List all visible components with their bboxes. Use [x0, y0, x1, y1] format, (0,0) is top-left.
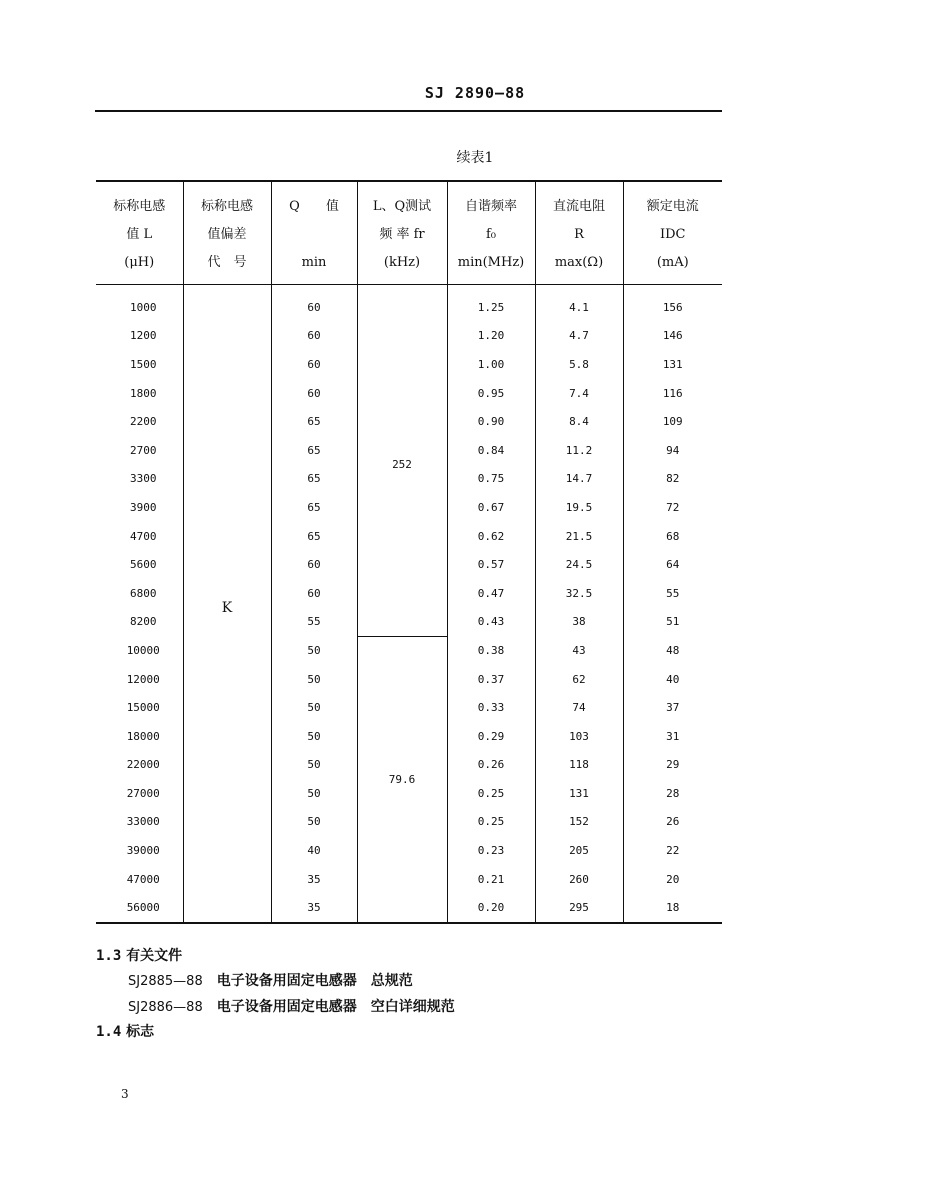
section-1-4-heading: 1.4 标志 [96, 1024, 155, 1040]
cell-dc-resistance: 152 [535, 808, 623, 837]
cell-inductance: 2200 [130, 415, 157, 429]
cell-rated-current: 48 [623, 636, 722, 665]
cell-rated-current: 31 [623, 722, 722, 751]
cell-dc-resistance: 14.7 [535, 465, 623, 494]
cell-rated-current: 94 [623, 436, 722, 465]
cell-rated-current: 55 [623, 579, 722, 608]
cell-dc-resistance: 131 [535, 779, 623, 808]
cell-dc-resistance: 295 [535, 893, 623, 923]
page-number: 3 [121, 1087, 129, 1101]
cell-self-resonant-freq: 0.90 [447, 407, 535, 436]
reference-1: SJ2885—88 电子设备用固定电感器 总规范 [128, 973, 413, 989]
cell-test-freq-79-6: 79.6 [357, 636, 447, 923]
cell-inductance: 18000 [126, 729, 160, 743]
cell-inductance: 6800 [130, 586, 157, 600]
cell-rated-current: 72 [623, 493, 722, 522]
cell-rated-current: 40 [623, 665, 722, 694]
col-header-dc-resistance: 直流电阻 R max(Ω) [535, 181, 623, 285]
cell-dc-resistance: 4.7 [535, 322, 623, 351]
cell-q-min: 60 [271, 550, 357, 579]
cell-q-min: 60 [271, 285, 357, 322]
col-header-inductance: 标称电感 值 L (μH) [96, 181, 183, 285]
cell-dc-resistance: 21.5 [535, 522, 623, 551]
cell-self-resonant-freq: 0.67 [447, 493, 535, 522]
cell-self-resonant-freq: 0.37 [447, 665, 535, 694]
cell-dc-resistance: 118 [535, 751, 623, 780]
cell-rated-current: 28 [623, 779, 722, 808]
cell-q-min: 55 [271, 608, 357, 637]
cell-q-min: 65 [271, 493, 357, 522]
cell-tolerance-code: K [183, 285, 271, 924]
cell-inductance: 2700 [130, 443, 157, 457]
cell-self-resonant-freq: 0.29 [447, 722, 535, 751]
cell-inductance: 39000 [126, 844, 160, 858]
cell-q-min: 50 [271, 751, 357, 780]
cell-dc-resistance: 38 [535, 608, 623, 637]
cell-self-resonant-freq: 1.00 [447, 350, 535, 379]
cell-inductance: 1500 [130, 357, 157, 371]
cell-self-resonant-freq: 0.84 [447, 436, 535, 465]
cell-rated-current: 109 [623, 407, 722, 436]
cell-rated-current: 18 [623, 893, 722, 923]
cell-rated-current: 29 [623, 751, 722, 780]
cell-dc-resistance: 7.4 [535, 379, 623, 408]
cell-inductance: 27000 [126, 786, 160, 800]
cell-q-min: 60 [271, 579, 357, 608]
cell-inductance: 8200 [130, 615, 157, 629]
cell-inductance: 5600 [130, 558, 157, 572]
cell-rated-current: 64 [623, 550, 722, 579]
cell-rated-current: 116 [623, 379, 722, 408]
cell-self-resonant-freq: 0.23 [447, 836, 535, 865]
inductor-spec-table [96, 180, 722, 924]
cell-dc-resistance: 43 [535, 636, 623, 665]
cell-q-min: 50 [271, 665, 357, 694]
cell-inductance: 15000 [126, 701, 160, 715]
cell-dc-resistance: 19.5 [535, 493, 623, 522]
cell-dc-resistance: 24.5 [535, 550, 623, 579]
cell-inductance: 10000 [126, 643, 160, 657]
reference-2: SJ2886—88 电子设备用固定电感器 空白详细规范 [128, 999, 455, 1015]
cell-rated-current: 156 [623, 285, 722, 322]
cell-inductance: 12000 [126, 672, 160, 686]
cell-dc-resistance: 5.8 [535, 350, 623, 379]
cell-dc-resistance: 103 [535, 722, 623, 751]
cell-q-min: 50 [271, 722, 357, 751]
cell-q-min: 35 [271, 865, 357, 894]
col-header-test-freq: L、Q测试 频 率 fr (kHz) [357, 181, 447, 285]
cell-rated-current: 20 [623, 865, 722, 894]
cell-inductance: 22000 [126, 758, 160, 772]
cell-dc-resistance: 8.4 [535, 407, 623, 436]
cell-dc-resistance: 74 [535, 693, 623, 722]
cell-dc-resistance: 11.2 [535, 436, 623, 465]
section-1-3-heading: 1.3 有关文件 [96, 948, 183, 964]
cell-rated-current: 26 [623, 808, 722, 837]
cell-self-resonant-freq: 0.95 [447, 379, 535, 408]
cell-self-resonant-freq: 0.26 [447, 751, 535, 780]
cell-self-resonant-freq: 0.57 [447, 550, 535, 579]
col-header-self-resonant: 自谐频率 f₀ min(MHz) [447, 181, 535, 285]
cell-inductance: 1800 [130, 386, 157, 400]
col-header-tolerance: 标称电感 值偏差 代 号 [183, 181, 271, 285]
cell-q-min: 60 [271, 350, 357, 379]
cell-rated-current: 22 [623, 836, 722, 865]
cell-inductance: 1200 [130, 329, 157, 343]
cell-q-min: 60 [271, 322, 357, 351]
cell-inductance: 3300 [130, 472, 157, 486]
cell-self-resonant-freq: 0.25 [447, 808, 535, 837]
cell-rated-current: 131 [623, 350, 722, 379]
cell-self-resonant-freq: 0.21 [447, 865, 535, 894]
cell-rated-current: 37 [623, 693, 722, 722]
cell-q-min: 40 [271, 836, 357, 865]
cell-self-resonant-freq: 0.20 [447, 893, 535, 923]
cell-q-min: 50 [271, 779, 357, 808]
cell-q-min: 65 [271, 465, 357, 494]
cell-test-freq-252: 252 [357, 285, 447, 637]
cell-dc-resistance: 260 [535, 865, 623, 894]
cell-q-min: 50 [271, 693, 357, 722]
cell-inductance: 33000 [126, 815, 160, 829]
cell-rated-current: 82 [623, 465, 722, 494]
cell-q-min: 65 [271, 436, 357, 465]
cell-inductance: 47000 [126, 872, 160, 886]
cell-rated-current: 146 [623, 322, 722, 351]
cell-inductance: 56000 [126, 901, 160, 915]
cell-q-min: 50 [271, 636, 357, 665]
cell-q-min: 50 [271, 808, 357, 837]
cell-self-resonant-freq: 0.47 [447, 579, 535, 608]
cell-dc-resistance: 205 [535, 836, 623, 865]
cell-self-resonant-freq: 0.75 [447, 465, 535, 494]
table-header-row [96, 181, 722, 285]
col-header-rated-current: 额定电流 IDC (mA) [623, 181, 722, 285]
cell-q-min: 35 [271, 893, 357, 923]
cell-inductance: 4700 [130, 529, 157, 543]
cell-q-min: 60 [271, 379, 357, 408]
cell-self-resonant-freq: 0.62 [447, 522, 535, 551]
cell-self-resonant-freq: 1.25 [447, 285, 535, 322]
cell-dc-resistance: 62 [535, 665, 623, 694]
cell-q-min: 65 [271, 522, 357, 551]
cell-inductance: 3900 [130, 500, 157, 514]
cell-rated-current: 51 [623, 608, 722, 637]
document-code: SJ 2890—88 [424, 84, 526, 102]
cell-dc-resistance: 4.1 [535, 285, 623, 322]
table-caption: 续表1 [456, 150, 494, 166]
cell-dc-resistance: 32.5 [535, 579, 623, 608]
cell-self-resonant-freq: 1.20 [447, 322, 535, 351]
cell-rated-current: 68 [623, 522, 722, 551]
cell-q-min: 65 [271, 407, 357, 436]
table-row [96, 285, 722, 322]
cell-self-resonant-freq: 0.25 [447, 779, 535, 808]
col-header-q: Q 值 min [271, 181, 357, 285]
cell-inductance: 1000 [130, 300, 157, 314]
header-rule [95, 110, 722, 112]
cell-self-resonant-freq: 0.43 [447, 608, 535, 637]
cell-self-resonant-freq: 0.38 [447, 636, 535, 665]
cell-self-resonant-freq: 0.33 [447, 693, 535, 722]
